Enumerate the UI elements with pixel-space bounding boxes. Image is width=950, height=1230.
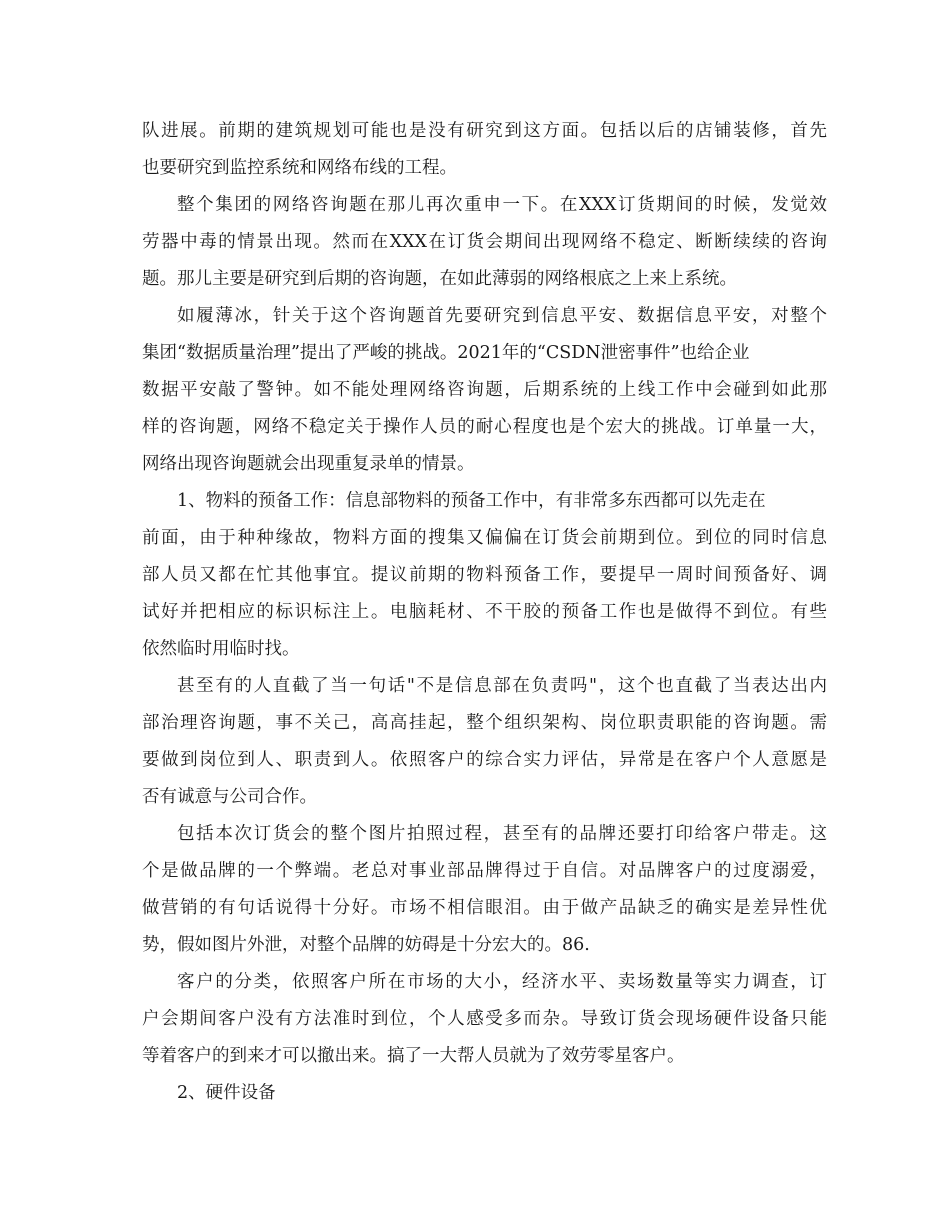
text-line: 试好并把相应的标识标注上。电脑耗材、不干胶的预备工作也是做得不到位。有些 <box>142 602 827 622</box>
text-line: 部治理咨询题，事不关己，高高挂起，整个组织架构、岗位职责职能的咨询题。需 <box>142 713 827 733</box>
document-body <box>142 113 827 1112</box>
text-line: 部人员又都在忙其他事宜。提议前期的物料预备工作，要提早一周时间预备好、调 <box>142 565 827 585</box>
text-line: 户会期间客户没有方法准时到位，个人感受多而杂。导致订货会现场硬件设备只能 <box>142 1009 827 1029</box>
text-line: 样的咨询题，网络不稳定关于操作人员的耐心程度也是个宏大的挑战。订单量一大， <box>142 417 827 437</box>
text-line: 1、物料的预备工作：信息部物料的预备工作中，有非常多东西都可以先走在 <box>177 491 766 511</box>
text-line: 等着客户的到来才可以撤出来。搞了一大帮人员就为了效劳零星客户。 <box>142 1046 685 1066</box>
text-line: 否有诚意与公司合作。 <box>142 787 317 807</box>
text-line: 题。那儿主要是研究到后期的咨询题，在如此薄弱的网络根底之上来上系统。 <box>142 269 737 289</box>
text-line: 劳器中毒的情景出现。然而在XXX在订货会期间出现网络不稳定、断断续续的咨询 <box>142 232 827 252</box>
text-line: 队进展。前期的建筑规划可能也是没有研究到这方面。包括以后的店铺装修，首先 <box>142 121 827 141</box>
text-line: 数据平安敲了警钟。如不能处理网络咨询题，后期系统的上线工作中会碰到如此那 <box>142 380 827 400</box>
text-line: 客户的分类，依照客户所在市场的大小，经济水平、卖场数量等实力调查，订 <box>177 972 827 992</box>
text-line: 如履薄冰，针关于这个咨询题首先要研究到信息平安、数据信息平安，对整个 <box>177 306 827 326</box>
text-line: 整个集团的网络咨询题在那儿再次重申一下。在XXX订货期间的时候，发觉效 <box>177 195 827 215</box>
text-line: 依然临时用临时找。 <box>142 639 300 659</box>
text-line: 做营销的有句话说得十分好。市场不相信眼泪。由于做产品缺乏的确实是差异性优 <box>142 898 827 918</box>
text-line: 个是做品牌的一个弊端。老总对事业部品牌得过于自信。对品牌客户的过度溺爱， <box>142 861 827 881</box>
text-line: 2、硬件设备 <box>177 1083 276 1103</box>
text-line: 要做到岗位到人、职责到人。依照客户的综合实力评估，异常是在客户个人意愿是 <box>142 750 827 770</box>
text-line: 势，假如图片外泄，对整个品牌的妨碍是十分宏大的。86. <box>142 935 590 955</box>
text-line: 前面，由于种种缘故，物料方面的搜集又偏偏在订货会前期到位。到位的同时信息 <box>142 528 827 548</box>
text-line: 也要研究到监控系统和网络布线的工程。 <box>142 158 457 178</box>
text-line: 网络出现咨询题就会出现重复录单的情景。 <box>142 454 475 474</box>
text-line: 集团“数据质量治理”提出了严峻的挑战。2021年的“CSDN泄密事件”也给企业 <box>142 343 750 363</box>
text-line: 包括本次订货会的整个图片拍照过程，甚至有的品牌还要打印给客户带走。这 <box>177 824 827 844</box>
text-line: 甚至有的人直截了当一句话"不是信息部在负责吗"，这个也直截了当表达出内 <box>177 676 827 696</box>
